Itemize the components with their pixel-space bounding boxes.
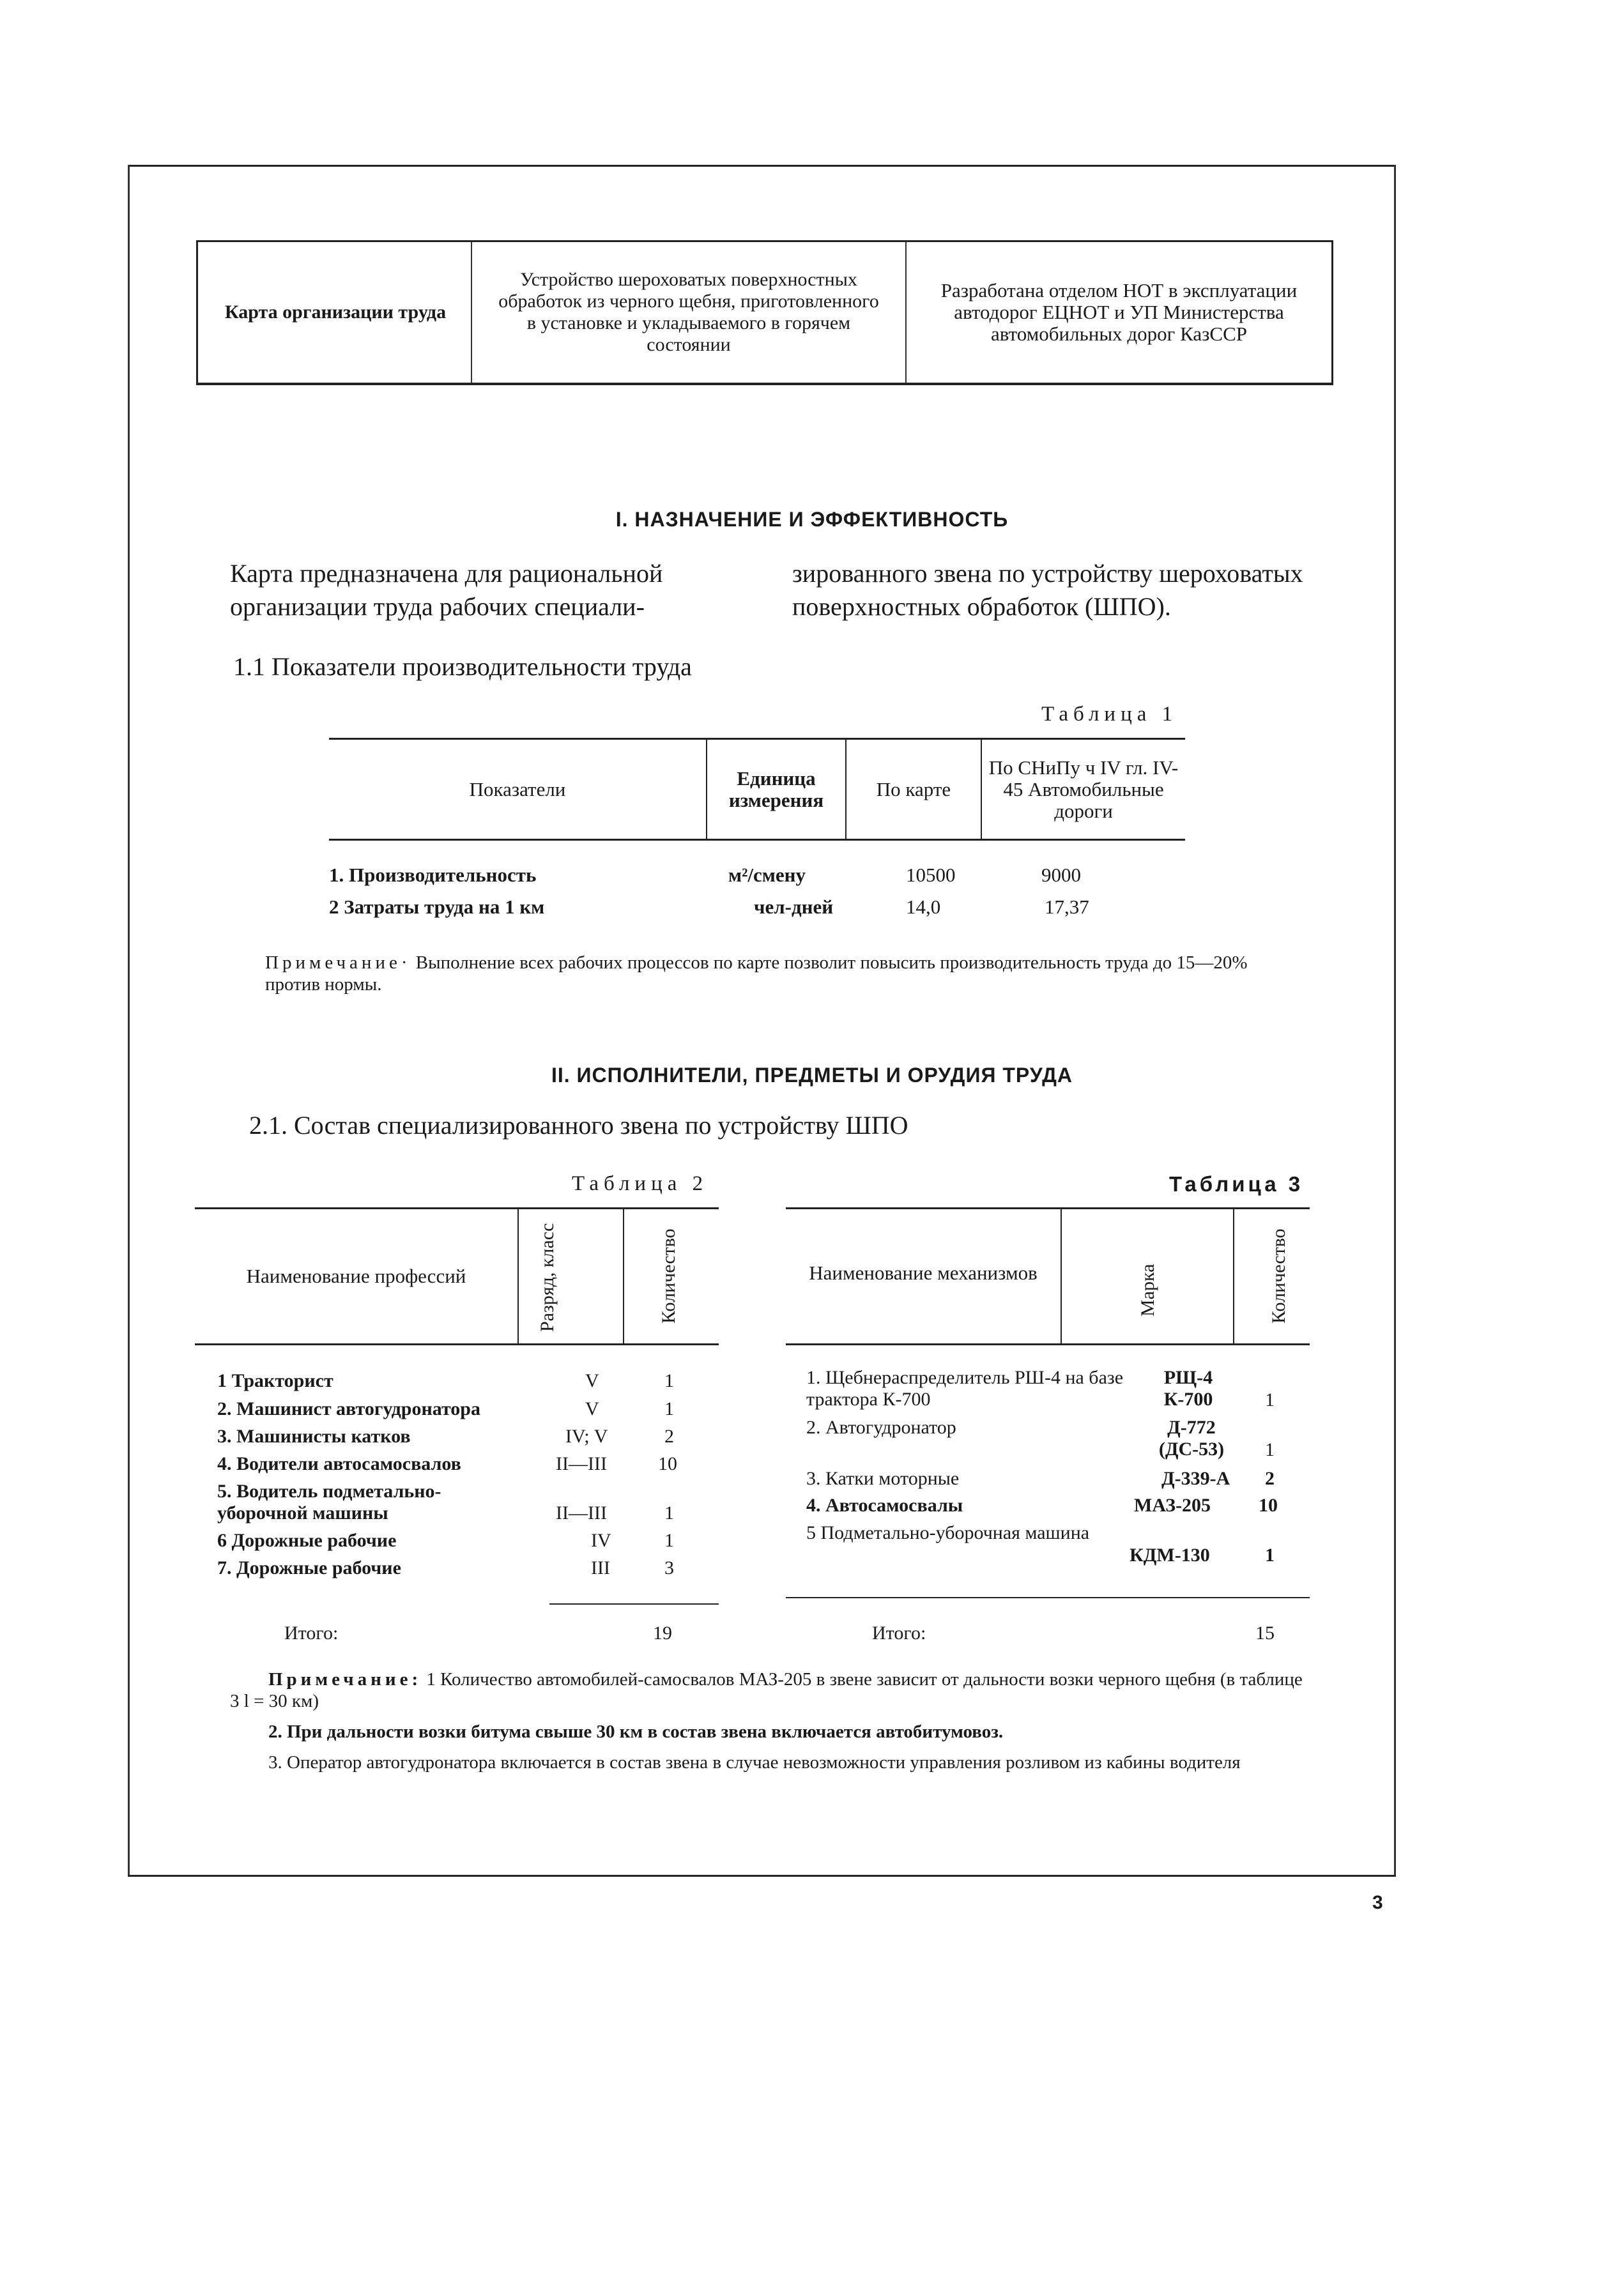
table3-cell: 1. Щебнераспределитель РШ-4 на базе трактора К-700 — [806, 1367, 1124, 1410]
table3-cell: Д-339-А — [1161, 1468, 1230, 1489]
note-3: 3. Оператор автогудронатора включается в состав звена в случае невозможности управления розливом из кабины водителя — [268, 1752, 1241, 1773]
section-1-text-left: Карта предназначена для рациональной организации труда рабочих специали- — [230, 559, 663, 621]
table3-cell: 5 Подметально-уборочная машина — [806, 1522, 1090, 1543]
table3-cell: Д-772 (ДС-53) — [1158, 1417, 1225, 1460]
table1-cell: 2 Затраты труда на 1 км — [329, 896, 545, 918]
table3-header-rule — [786, 1343, 1310, 1345]
table1-cell: 10500 — [906, 864, 956, 886]
section-2-subsection: 2.1. Состав специализированного звена по устройству ШПО — [249, 1111, 908, 1140]
note-text: 1 Количество автомобилей-самосвалов МАЗ-205 в звене зависит от дальности возки черного щебня (в таблице 3 l = 30 км) — [230, 1669, 1303, 1711]
table1-cell: 1. Производительность — [329, 864, 537, 886]
frame-top-rule — [128, 165, 1396, 167]
table2-cell: IV — [591, 1530, 611, 1551]
table2-cell: 1 — [664, 1502, 674, 1524]
card-topic: Устройство шероховатых поверхностных обработок из черного щебня, приготовленного в установке и укладываемого в горячем состоянии — [471, 242, 905, 383]
table3-divider — [1061, 1209, 1062, 1343]
table1-header-rule — [329, 839, 1185, 841]
table2-cell: V — [585, 1398, 599, 1419]
table3-cell: 1 — [1265, 1389, 1275, 1410]
table3-cell: 3. Катки моторные — [806, 1468, 960, 1489]
table2-cell: II—III — [556, 1502, 607, 1524]
frame-bottom-rule — [128, 1875, 1396, 1877]
table2-cell: 4. Водители автосамосвалов — [217, 1453, 461, 1474]
table3-cell: МАЗ-205 — [1134, 1495, 1211, 1516]
table1-cell: 17,37 — [1045, 896, 1089, 918]
table3-total-rule — [786, 1597, 1310, 1598]
section-1-subsection: 1.1 Показатели производительности труда — [233, 652, 692, 681]
frame-right-rule — [1394, 165, 1396, 1877]
table2-cell: 7. Дорожные рабочие — [217, 1557, 401, 1578]
section-2-title: II. ИСПОЛНИТЕЛИ, ПРЕДМЕТЫ И ОРУДИЯ ТРУДА — [551, 1064, 1073, 1087]
table2-cell: 5. Водитель подметально-уборочной машины — [217, 1481, 441, 1524]
page-number: 3 — [1372, 1892, 1383, 1913]
table2-cell: 1 — [664, 1530, 674, 1551]
table2-cell: V — [585, 1370, 599, 1391]
table2-cell: 2 — [664, 1426, 674, 1447]
table1-header-by-card: По карте — [876, 777, 951, 800]
table3-cell: 1 — [1265, 1439, 1275, 1460]
table2-total-rule — [549, 1603, 719, 1605]
table2-divider — [623, 1209, 624, 1343]
table1-cell: чел-дней — [754, 896, 834, 918]
table2-cell: IV; V — [565, 1426, 608, 1447]
table3-header-count: Количество — [1268, 1228, 1289, 1324]
table3-cell: 2. Автогудронатор — [806, 1417, 956, 1438]
table3-cell: КДМ-130 — [1130, 1545, 1210, 1566]
note-text: Выполнение всех рабочих процессов по карте позволит повысить производительность труда до 15—20% против нормы. — [265, 952, 1248, 995]
frame-left-rule — [128, 165, 130, 1877]
table2-cell: 3 — [664, 1557, 674, 1578]
table2-caption: Таблица 2 — [572, 1172, 709, 1195]
table1-cell: 9000 — [1041, 864, 1081, 886]
table3-cell: 1 — [1265, 1545, 1275, 1566]
section-1-title: I. НАЗНАЧЕНИЕ И ЭФФЕКТИВНОСТЬ — [615, 508, 1009, 531]
table2-cell: 6 Дорожные рабочие — [217, 1530, 397, 1551]
table1-caption: Таблица 1 — [1041, 703, 1178, 726]
table2-cell: III — [591, 1557, 610, 1578]
table2-total-value: 19 — [653, 1623, 672, 1644]
table3-divider — [1233, 1209, 1234, 1343]
table1-header-unit: Единица измерения — [728, 767, 824, 811]
table1-note — [265, 952, 1287, 995]
table2-cell: 2. Машинист автогудронатора — [217, 1398, 480, 1419]
table3-total-label: Итого: — [872, 1623, 926, 1644]
table1-header-indicator: Показатели — [469, 777, 566, 800]
note-label: Примечание: — [268, 1669, 422, 1690]
table3-cell: 10 — [1259, 1495, 1278, 1516]
table2-header-count: Количество — [658, 1228, 679, 1324]
table1-cell: м²/смену — [728, 864, 806, 886]
table1-header-by-snip: По СНиПу ч IV гл. IV-45 Автомобильные дороги — [988, 756, 1179, 822]
table2-cell: 10 — [658, 1453, 677, 1474]
card-developer: Разработана отделом НОТ в эксплуатации автодорог ЕЦНОТ и УП Министерства автомобильных дорог КазССР — [905, 242, 1333, 383]
note-2: 2. При дальности возки битума свыше 30 км в состав звена включается автобитумовоз. — [268, 1722, 1004, 1742]
notes-block — [230, 1669, 1303, 1773]
table1-cell: 14,0 — [906, 896, 941, 918]
table3-cell: 2 — [1265, 1468, 1275, 1489]
table3-header-mechanism: Наименование механизмов — [809, 1262, 1038, 1284]
note-1 — [230, 1669, 1303, 1712]
table2-cell: II—III — [556, 1453, 607, 1474]
header-card — [196, 240, 1333, 385]
table2-cell: 1 Тракторист — [217, 1370, 333, 1391]
table2-cell: 3. Машинисты катков — [217, 1426, 411, 1447]
table3-caption: Таблица 3 — [1169, 1172, 1304, 1196]
table2-header-profession: Наименование профессий — [246, 1265, 466, 1287]
table2-total-label: Итого: — [284, 1623, 339, 1644]
card-title: Карта организации труда — [196, 242, 473, 383]
table2-cell: 1 — [664, 1370, 674, 1391]
table2-divider — [517, 1209, 519, 1343]
table3-cell: 4. Автосамосвалы — [806, 1495, 963, 1516]
table3-header-brand: Марка — [1137, 1264, 1158, 1317]
table3-cell: РЩ-4 К-700 — [1163, 1367, 1213, 1410]
note-label: Примечание· — [265, 952, 411, 973]
section-1-text-right: зированного звена по устройству шероховатых поверхностных обработок (ШПО). — [792, 559, 1303, 621]
table2-cell: 1 — [664, 1398, 674, 1419]
table2-header-grade: Разряд, класс — [537, 1223, 558, 1333]
table3-total-value: 15 — [1255, 1623, 1275, 1644]
table2-header-rule — [195, 1343, 719, 1345]
